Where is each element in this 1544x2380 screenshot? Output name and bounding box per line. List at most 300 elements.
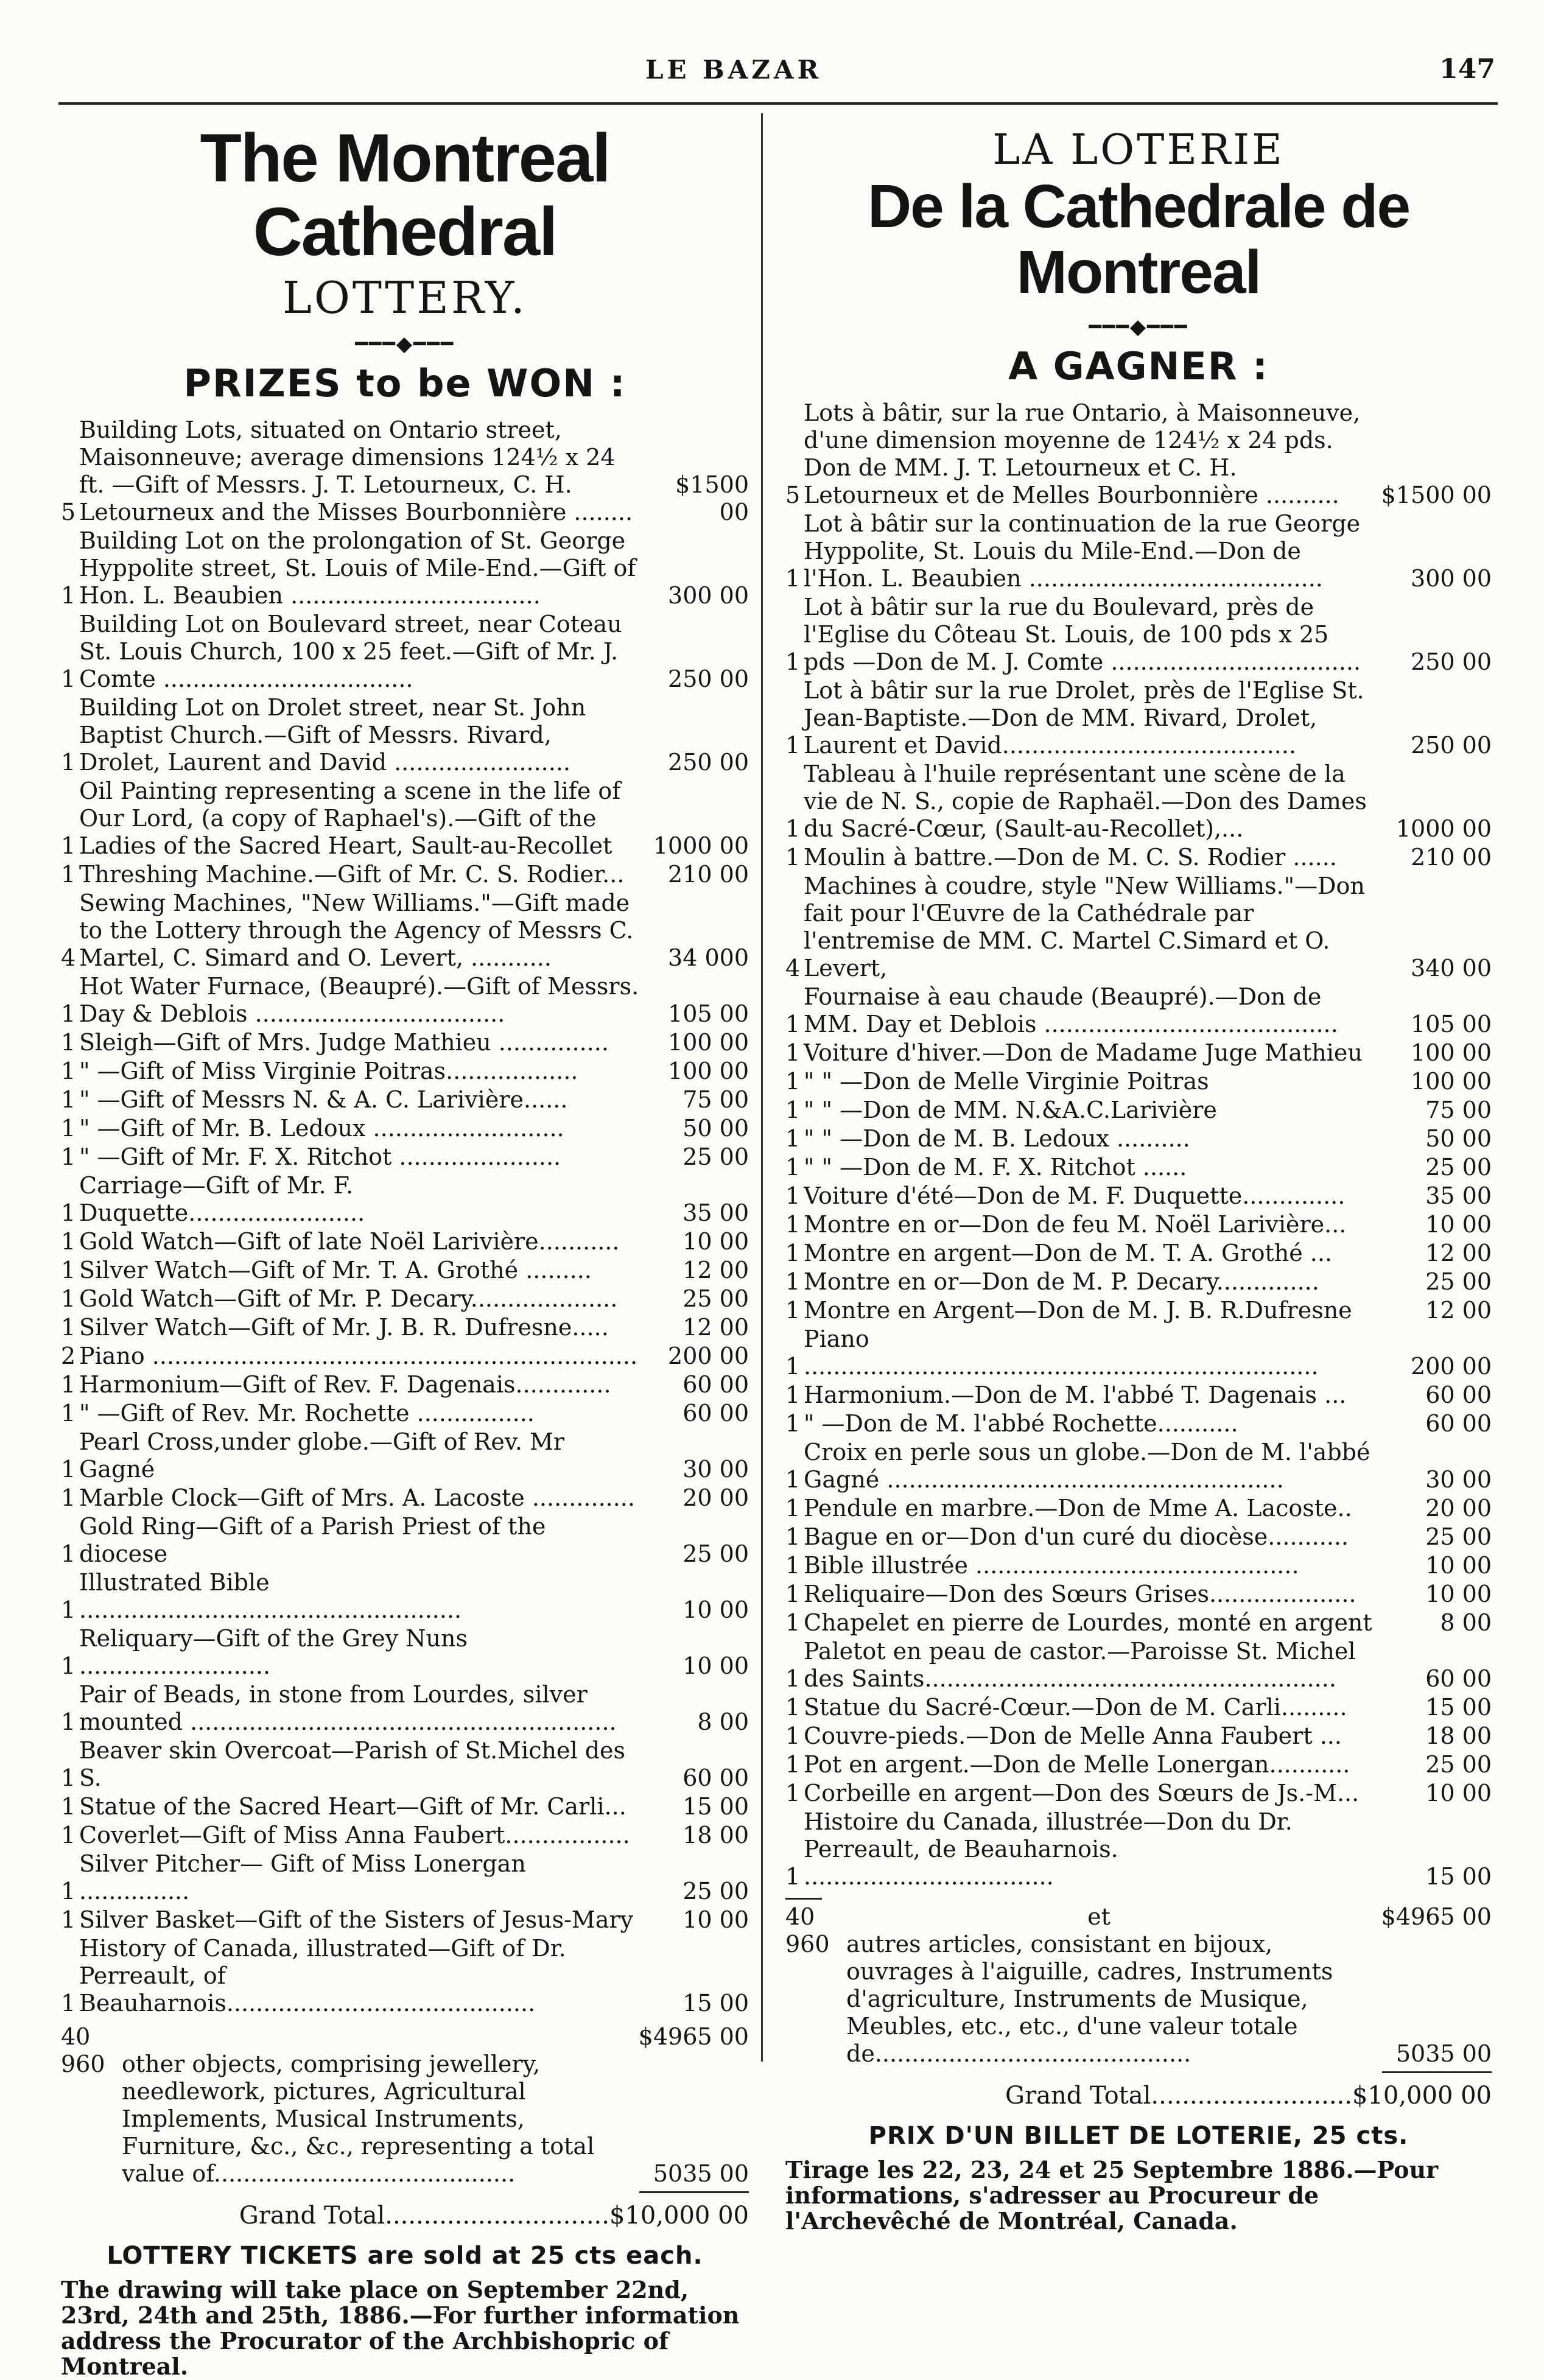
other-objects-text: autres articles, consistant en bijoux, ouvrages à l'aiguille, cadres, Instruments d'agriculture, Instruments de Musique, Meubles, etc., etc., d'une valeur totale de........................................... (846, 1930, 1333, 2067)
total-rule (639, 2191, 749, 2193)
prize-item (61, 1569, 749, 1624)
prize-value: 15 00 (683, 1793, 749, 1820)
french-column (785, 122, 1492, 2234)
prize-value: 1000 00 (1395, 815, 1492, 842)
prize-item (61, 1343, 749, 1370)
prize-qty: 1 (61, 1400, 76, 1427)
prize-description: Tableau à l'huile représentant une scène de la vie de N. S., copie de Raphaël.—Don des Dames du Sacré-Cœur, (Sault-au-Recollet),... (804, 760, 1367, 842)
subtotal-qty: 40 (785, 1903, 815, 1930)
prize-description: Piano .................................................................. (79, 1343, 638, 1370)
prize-description: " —Gift of Miss Virginie Poitras.................. (79, 1058, 578, 1085)
prize-value: 8 00 (1440, 1609, 1492, 1636)
prize-description: Harmonium.—Don de M. l'abbé T. Dagenais ... (804, 1381, 1347, 1408)
prize-value: 12 00 (683, 1257, 749, 1284)
prize-qty: 1 (61, 1822, 76, 1849)
prize-value: 60 00 (1425, 1665, 1492, 1692)
prize-qty: 1 (785, 1125, 801, 1152)
prize-value: 18 00 (1425, 1722, 1492, 1749)
prize-value: 75 00 (683, 1086, 749, 1114)
prize-qty: 1 (785, 1409, 801, 1437)
french-title-caps: LA LOTERIE (992, 126, 1285, 174)
prize-description: Montre en Argent—Don de M. J. B. R.Dufresne (804, 1296, 1352, 1324)
prize-item (785, 1297, 1492, 1324)
prize-description: " —Gift of Mr. B. Ledoux .......................... (79, 1115, 564, 1142)
prize-description: Building Lot on Boulevard street, near Coteau St. Louis Church, 100 x 25 feet.—Gift of Mr. J. Comte .................................. (79, 611, 622, 693)
prize-item (785, 677, 1492, 759)
prize-value: 25 00 (1425, 1268, 1492, 1295)
prize-value: 250 00 (668, 749, 749, 776)
prize-item (61, 611, 749, 693)
prize-qty: 1 (785, 1523, 801, 1550)
prize-description: Piano ...................................................................... (804, 1325, 1319, 1380)
prize-item (61, 694, 749, 776)
prize-description: Pot en argent.—Don de Melle Lonergan........... (804, 1750, 1350, 1778)
prize-item (785, 1240, 1492, 1267)
prize-item (785, 1182, 1492, 1210)
prize-value: 12 00 (683, 1314, 749, 1341)
prize-list (785, 399, 1492, 1890)
prize-description: Voiture d'hiver.—Don de Madame Juge Mathieu (804, 1039, 1363, 1066)
prize-value: 1000 00 (653, 832, 749, 860)
drawing-note: The drawing will take place on September 22nd, 23rd, 24th and 25th, 1886.—For further information address the Procurator of the Archbishopric of Montreal. (61, 2276, 740, 2380)
prize-qty: 1 (785, 1466, 801, 1493)
prize-value: 100 00 (1411, 1067, 1492, 1095)
prize-qty: 1 (785, 1779, 801, 1806)
prize-value: 12 00 (1425, 1239, 1492, 1266)
prize-qty: 1 (61, 749, 76, 776)
prize-item (61, 1513, 749, 1568)
prize-item (785, 1609, 1492, 1637)
prize-value: 10 00 (1425, 1580, 1492, 1607)
prize-item (785, 1410, 1492, 1437)
prize-qty: 1 (61, 1257, 76, 1284)
prize-item (785, 1439, 1492, 1494)
prize-description: " —Don de M. l'abbé Rochette........... (804, 1409, 1238, 1437)
prize-value: 10 00 (683, 1228, 749, 1255)
prize-qty: 1 (61, 582, 76, 609)
prize-description: Gold Watch—Gift of Mr. P. Decary.................... (79, 1285, 618, 1313)
prize-value: 105 00 (1411, 1010, 1492, 1037)
header-rule (58, 102, 1498, 105)
prize-qty: 1 (785, 815, 801, 842)
prize-value: 10 00 (683, 1652, 749, 1680)
ornament-divider: ━━━◆━━━ (1089, 314, 1188, 339)
prize-item (785, 1495, 1492, 1522)
prize-qty: 4 (61, 944, 76, 972)
english-column (61, 122, 749, 2379)
prize-description: Carriage—Gift of Mr. F. Duquette........................ (79, 1172, 365, 1227)
prize-value: 34 000 (668, 944, 749, 972)
prize-value: 25 00 (683, 1285, 749, 1313)
prize-qty: 1 (785, 564, 801, 592)
prize-value: 10 00 (683, 1596, 749, 1624)
subtotal-qty: 40 (61, 2023, 91, 2051)
prize-qty: 1 (61, 1058, 76, 1085)
other-objects-row (785, 1931, 1492, 2068)
prizes-heading: A GAGNER : (1008, 343, 1269, 388)
prize-item (61, 890, 749, 972)
prize-qty: 1 (61, 1456, 76, 1483)
prize-item (61, 1793, 749, 1820)
prize-item (785, 1581, 1492, 1608)
prize-qty: 1 (785, 1580, 801, 1607)
prize-value: 250 00 (1411, 648, 1492, 675)
prize-value: 25 00 (683, 1143, 749, 1171)
prize-description: Illustrated Bible .................................................... (79, 1569, 462, 1624)
prize-description: Montre en argent—Don de M. T. A. Grothé ... (804, 1239, 1333, 1266)
prize-qty: 1 (785, 1010, 801, 1037)
prize-qty: 1 (61, 665, 76, 693)
prize-qty: 4 (785, 954, 801, 981)
prize-qty: 5 (61, 499, 76, 526)
prize-value: 15 00 (1425, 1693, 1492, 1721)
prize-qty: 1 (61, 1708, 76, 1736)
prize-qty: 1 (785, 1210, 801, 1238)
prize-value: 35 00 (683, 1199, 749, 1227)
subtotal-amount: $4965 00 (1381, 1903, 1492, 1930)
prize-description: Silver Watch—Gift of Mr. J. B. R. Dufresne..... (79, 1314, 609, 1341)
subtotal-row (785, 1903, 1492, 1931)
prize-qty: 1 (61, 1086, 76, 1114)
prize-value: 105 00 (668, 1000, 749, 1028)
prize-description: Silver Basket—Gift of the Sisters of Jesus-Mary (79, 1906, 634, 1934)
prize-qty: 1 (61, 1540, 76, 1568)
prize-value: 20 00 (683, 1484, 749, 1512)
prize-value: 60 00 (1425, 1409, 1492, 1437)
prize-qty: 1 (785, 1296, 801, 1324)
prize-qty: 1 (785, 1153, 801, 1181)
prize-description: Lot à bâtir sur la rue du Boulevard, près de l'Eglise du Côteau St. Louis, de 100 pds x 25 pds —Don de M. J. Comte .................................. (804, 593, 1361, 675)
prize-value: 60 00 (683, 1764, 749, 1792)
prize-description: Reliquary—Gift of the Grey Nuns .......................... (79, 1625, 468, 1680)
grand-total: Grand Total.............................$10,000 00 (239, 2202, 749, 2230)
prize-item (785, 1325, 1492, 1380)
prize-qty: 1 (785, 1665, 801, 1692)
prize-description: Harmonium—Gift of Rev. F. Dagenais............. (79, 1371, 611, 1399)
prize-qty: 1 (785, 843, 801, 871)
prize-item (61, 1029, 749, 1056)
prize-value: 25 00 (1425, 1750, 1492, 1778)
prize-value: 18 00 (683, 1822, 749, 1849)
other-objects-amount: 5035 00 (653, 2160, 749, 2188)
prize-description: Statue du Sacré-Cœur.—Don de M. Carli......... (804, 1693, 1347, 1721)
prize-description: Bible illustrée ............................................ (804, 1551, 1299, 1579)
prize-description: Pair of Beads, in stone from Lourdes, silver mounted .......................................................... (79, 1681, 617, 1736)
prize-qty: 1 (785, 1268, 801, 1295)
prize-item (785, 1211, 1492, 1238)
prize-description: " —Gift of Mr. F. X. Ritchot ...................... (79, 1143, 561, 1171)
prizes-heading: PRIZES to be WON : (183, 361, 626, 406)
prize-item (785, 983, 1492, 1038)
prize-qty: 1 (785, 1067, 801, 1095)
other-objects-text: other objects, comprising jewellery, needlework, pictures, Agricultural Implements, Musical Instruments, Furniture, &c., &c., representing a total value of......................................... (122, 2051, 595, 2188)
prize-value: 100 00 (668, 1058, 749, 1085)
prize-value: 25 00 (1425, 1523, 1492, 1550)
prize-description: Building Lot on Drolet street, near St. John Baptist Church.—Gift of Messrs. Rivard, Drolet, Laurent and David ........................ (79, 694, 586, 776)
prize-item (785, 1722, 1492, 1750)
prize-item (61, 1115, 749, 1142)
prize-qty: 1 (61, 1000, 76, 1028)
prize-item (785, 1808, 1492, 1890)
prize-value: 50 00 (683, 1115, 749, 1142)
column-divider (761, 113, 763, 2062)
prize-item (61, 1228, 749, 1255)
prize-description: Couvre-pieds.—Don de Melle Anna Faubert ... (804, 1722, 1342, 1749)
prize-item (61, 1172, 749, 1227)
prize-value: 10 00 (683, 1906, 749, 1934)
prize-value: 30 00 (683, 1456, 749, 1483)
prize-description: Chapelet en pierre de Lourdes, monté en argent (804, 1609, 1372, 1636)
prize-item (785, 1694, 1492, 1721)
prize-value: 300 00 (668, 582, 749, 609)
prize-value: 15 00 (683, 1990, 749, 2017)
prize-qty: 1 (785, 1693, 801, 1721)
prize-qty: 1 (61, 1143, 76, 1171)
prize-value: 10 00 (1425, 1210, 1492, 1238)
prize-item (785, 1154, 1492, 1181)
prize-value: 15 00 (1425, 1862, 1492, 1890)
prize-qty: 1 (61, 1228, 76, 1255)
prize-item (61, 1428, 749, 1483)
prize-item (785, 1097, 1492, 1124)
tickets-note: PRIX D'UN BILLET DE LOTERIE, 25 cts. (868, 2121, 1409, 2150)
prize-description: Fournaise à eau chaude (Beaupré).—Don de MM. Day et Deblois ........................................ (804, 983, 1338, 1037)
prize-value: 12 00 (1425, 1296, 1492, 1324)
prize-qty: 1 (61, 1285, 76, 1313)
other-objects-qty: 960 (61, 2051, 105, 2078)
prize-item (785, 1751, 1492, 1778)
prize-description: Montre en or—Don de feu M. Noël Larivière... (804, 1210, 1347, 1238)
prize-description: Threshing Machine.—Gift of Mr. C. S. Rodier... (79, 861, 625, 888)
prize-qty: 1 (61, 1115, 76, 1142)
english-title: The Montreal Cathedral (200, 120, 610, 270)
prize-value: 200 00 (1411, 1352, 1492, 1380)
prize-item (61, 1285, 749, 1313)
prize-value: 60 00 (683, 1371, 749, 1399)
prize-value: 200 00 (668, 1343, 749, 1370)
prize-description: Bague en or—Don d'un curé du diocèse........... (804, 1523, 1349, 1550)
prize-qty: 2 (61, 1343, 76, 1370)
prize-item (785, 760, 1492, 843)
prize-qty: 1 (785, 1722, 801, 1749)
prize-value: 25 00 (683, 1878, 749, 1905)
prize-description: Paletot en peau de castor.—Paroisse St. Michel des Saints........................................................ (804, 1637, 1356, 1692)
prize-description: " —Gift of Messrs N. & A. C. Larivière...... (79, 1086, 568, 1114)
prize-qty: 1 (785, 1551, 801, 1579)
prize-description: Statue of the Sacred Heart—Gift of Mr. Carli... (79, 1793, 626, 1820)
prize-description: History of Canada, illustrated—Gift of Dr. Perreault, of Beauharnois.......................................... (79, 1935, 566, 2017)
prize-item (61, 416, 749, 526)
prize-description: Pearl Cross,under globe.—Gift of Rev. Mr Gagné (79, 1428, 565, 1483)
prize-item (785, 844, 1492, 871)
prize-description: Histoire du Canada, illustrée—Don du Dr. Perreault, de Beauharnois. .................................. (804, 1808, 1293, 1890)
prize-description: Montre en or—Don de M. P. Decary.............. (804, 1268, 1319, 1295)
prize-value: 50 00 (1425, 1125, 1492, 1152)
tickets-note: LOTTERY TICKETS are sold at 25 cts each. (107, 2242, 703, 2270)
prize-qty: 1 (785, 1381, 801, 1408)
prize-qty: 1 (61, 861, 76, 888)
subtotal-mid (122, 2023, 609, 2051)
prize-item (61, 861, 749, 888)
prize-list (61, 416, 749, 2017)
prize-qty: 1 (785, 1182, 801, 1209)
prize-qty: 1 (61, 1199, 76, 1227)
prize-item (785, 1068, 1492, 1095)
prize-qty: 1 (785, 1239, 801, 1266)
prize-value: 30 00 (1425, 1466, 1492, 1493)
prize-value: 250 00 (1411, 731, 1492, 759)
prize-description: Moulin à battre.—Don de M. C. S. Rodier ...... (804, 843, 1337, 871)
prize-item (61, 1935, 749, 2017)
prize-value: 340 00 (1411, 954, 1492, 981)
other-objects-amount: 5035 00 (1395, 2040, 1492, 2067)
prize-value: 10 00 (1425, 1779, 1492, 1806)
prize-item (61, 1371, 749, 1399)
prize-qty: 1 (61, 1764, 76, 1792)
subtotal-rule (785, 1898, 822, 1900)
prize-qty: 1 (61, 1990, 76, 2017)
prize-value: 60 00 (1425, 1381, 1492, 1408)
prize-description: Sleigh—Gift of Mrs. Judge Mathieu ............... (79, 1029, 609, 1056)
prize-description: Silver Watch—Gift of Mr. T. A. Grothé ......... (79, 1257, 592, 1284)
prize-value: 8 00 (697, 1708, 749, 1736)
prize-description: Building Lots, situated on Ontario street, Maisonneuve; average dimensions 124½ x 24 ft. —Gift of Messrs. J. T. Letourneux, C. H. Letourneux and the Misses Bourbonnière ........ (79, 416, 633, 526)
prize-item (61, 1400, 749, 1427)
prize-qty: 1 (61, 1906, 76, 1934)
total-rule (1382, 2071, 1492, 2073)
prize-value: 210 00 (668, 861, 749, 888)
prize-value: 100 00 (1411, 1039, 1492, 1066)
prize-item (61, 1484, 749, 1512)
prize-description: Reliquaire—Don des Sœurs Grises.................... (804, 1580, 1356, 1607)
prize-qty: 1 (61, 1371, 76, 1399)
prize-item (61, 1850, 749, 1905)
prize-qty: 1 (61, 832, 76, 860)
prize-qty: 1 (785, 1039, 801, 1066)
prize-description: Sewing Machines, "New Williams."—Gift made to the Lottery through the Agency of Messrs C. Martel, C. Simard and O. Levert, ........... (79, 890, 634, 972)
prize-item (785, 1268, 1492, 1296)
prize-item (785, 510, 1492, 592)
prize-item (785, 1039, 1492, 1067)
prize-qty: 1 (61, 1793, 76, 1820)
prize-qty: 1 (61, 1029, 76, 1056)
prize-description: " " —Don de MM. N.&A.C.Larivière (804, 1096, 1217, 1123)
prize-item (785, 872, 1492, 982)
prize-qty: 1 (61, 1314, 76, 1341)
prize-item (61, 1257, 749, 1284)
grand-total: Grand Total..........................$10,000 00 (1005, 2081, 1492, 2110)
prize-value: 25 00 (683, 1540, 749, 1568)
prize-description: Lot à bâtir sur la rue Drolet, près de l'Eglise St. Jean-Baptiste.—Don de MM. Rivard, Drolet, Laurent et David........................................ (804, 676, 1364, 759)
prize-description: Gold Ring—Gift of a Parish Priest of the diocese (79, 1513, 546, 1568)
prize-description: Oil Painting representing a scene in the life of Our Lord, (a copy of Raphael's).—Gift of the Ladies of the Sacred Heart, Sault-au-Recollet (79, 778, 621, 860)
prize-value: 25 00 (1425, 1153, 1492, 1181)
prize-value: 300 00 (1411, 564, 1492, 592)
prize-description: Silver Pitcher— Gift of Miss Lonergan ............... (79, 1850, 526, 1905)
prize-qty: 1 (61, 1484, 76, 1512)
prize-qty: 1 (785, 1096, 801, 1123)
prize-item (61, 1314, 749, 1341)
prize-description: Corbeille en argent—Don des Sœurs de Js.-M... (804, 1779, 1360, 1806)
prize-description: Pendule en marbre.—Don de Mme A. Lacoste.. (804, 1494, 1352, 1522)
prize-description: " " —Don de M. B. Ledoux .......... (804, 1125, 1190, 1152)
prize-description: " " —Don de Melle Virginie Poitras (804, 1067, 1209, 1095)
prize-description: Building Lot on the prolongation of St. George Hyppolite street, St. Louis of Mile-End.—Gift of Hon. L. Beaubien .................................. (79, 527, 636, 609)
prize-qty: 1 (61, 1652, 76, 1680)
prize-description: Hot Water Furnace, (Beaupré).—Gift of Messrs. Day & Deblois .................................. (79, 973, 639, 1028)
prize-item (785, 1125, 1492, 1153)
prize-item (785, 399, 1492, 509)
prize-description: Lot à bâtir sur la continuation de la rue George Hyppolite, St. Louis du Mile-End.—Don de l'Hon. L. Beaubien ........................................ (804, 510, 1361, 592)
subtotal-amount: $4965 00 (638, 2023, 749, 2051)
prize-item (61, 1906, 749, 1934)
prize-item (785, 1523, 1492, 1551)
prize-qty: 1 (61, 1596, 76, 1624)
prize-description: Coverlet—Gift of Miss Anna Faubert................. (79, 1822, 630, 1849)
prize-value: 75 00 (1425, 1096, 1492, 1123)
prize-description: Lots à bâtir, sur la rue Ontario, à Maisonneuve, d'une dimension moyenne de 124½ x 24 pds. Don de MM. J. T. Letourneux et C. H. Letourneux et de Melles Bourbonnière .......... (804, 399, 1361, 508)
other-objects-row (61, 2051, 749, 2188)
prize-value: 60 00 (683, 1400, 749, 1427)
prize-description: Machines à coudre, style "New Williams."—Don fait pour l'Œuvre de la Cathédrale par l'entremise de MM. C. Martel C.Simard et O. Levert, (804, 872, 1365, 981)
prize-item (61, 1625, 749, 1680)
prize-item (61, 1681, 749, 1736)
prize-value: 35 00 (1425, 1182, 1492, 1209)
prize-value: 250 00 (668, 665, 749, 693)
prize-qty: 1 (785, 1609, 801, 1636)
prize-qty: 5 (785, 481, 801, 508)
ornament-divider: ━━━◆━━━ (355, 332, 455, 357)
prize-qty: 1 (785, 1352, 801, 1380)
running-title: LE BAZAR (645, 55, 823, 85)
french-title: De la Cathedrale de Montreal (867, 172, 1410, 306)
prize-value: 10 00 (1425, 1551, 1492, 1579)
prize-qty: 1 (785, 1494, 801, 1522)
prize-item (61, 1822, 749, 1849)
prize-description: Marble Clock—Gift of Mrs. A. Lacoste .............. (79, 1484, 635, 1512)
prize-description: " " —Don de M. F. X. Ritchot ...... (804, 1153, 1187, 1181)
prize-item (61, 1737, 749, 1792)
prize-qty: 1 (785, 1750, 801, 1778)
prize-description: Gold Watch—Gift of late Noël Larivière........... (79, 1228, 620, 1255)
page-number: 147 (1439, 54, 1495, 85)
prize-qty: 1 (785, 1862, 801, 1890)
running-head (0, 55, 1544, 91)
prize-item (785, 1638, 1492, 1693)
prize-value: $1500 00 (1381, 481, 1492, 508)
prize-item (785, 1552, 1492, 1579)
prize-item (61, 1143, 749, 1171)
prize-item (61, 973, 749, 1028)
english-subtitle: LOTTERY. (282, 272, 527, 323)
prize-item (61, 1058, 749, 1085)
prize-item (61, 1086, 749, 1114)
prize-description: " —Gift of Rev. Mr. Rochette ................ (79, 1400, 535, 1427)
drawing-note: Tirage les 22, 23, 24 et 25 Septembre 1886.—Pour informations, s'adresser au Procureur de l'Archevêché de Montréal, Canada. (785, 2155, 1439, 2234)
prize-qty: 1 (785, 731, 801, 759)
prize-value: 210 00 (1411, 843, 1492, 871)
prize-value: $1500 00 (675, 471, 749, 526)
subtotal-mid: et (1087, 1903, 1111, 1930)
prize-item (785, 1780, 1492, 1807)
prize-qty: 1 (785, 648, 801, 675)
prize-description: Beaver skin Overcoat—Parish of St.Michel des S. (79, 1737, 626, 1792)
prize-description: Voiture d'été—Don de M. F. Duquette.............. (804, 1182, 1346, 1209)
prize-item (785, 594, 1492, 676)
other-objects-qty: 960 (785, 1930, 830, 1957)
prize-item (61, 778, 749, 860)
prize-description: Croix en perle sous un globe.—Don de M. l'abbé Gagné ...................................................... (804, 1438, 1370, 1493)
